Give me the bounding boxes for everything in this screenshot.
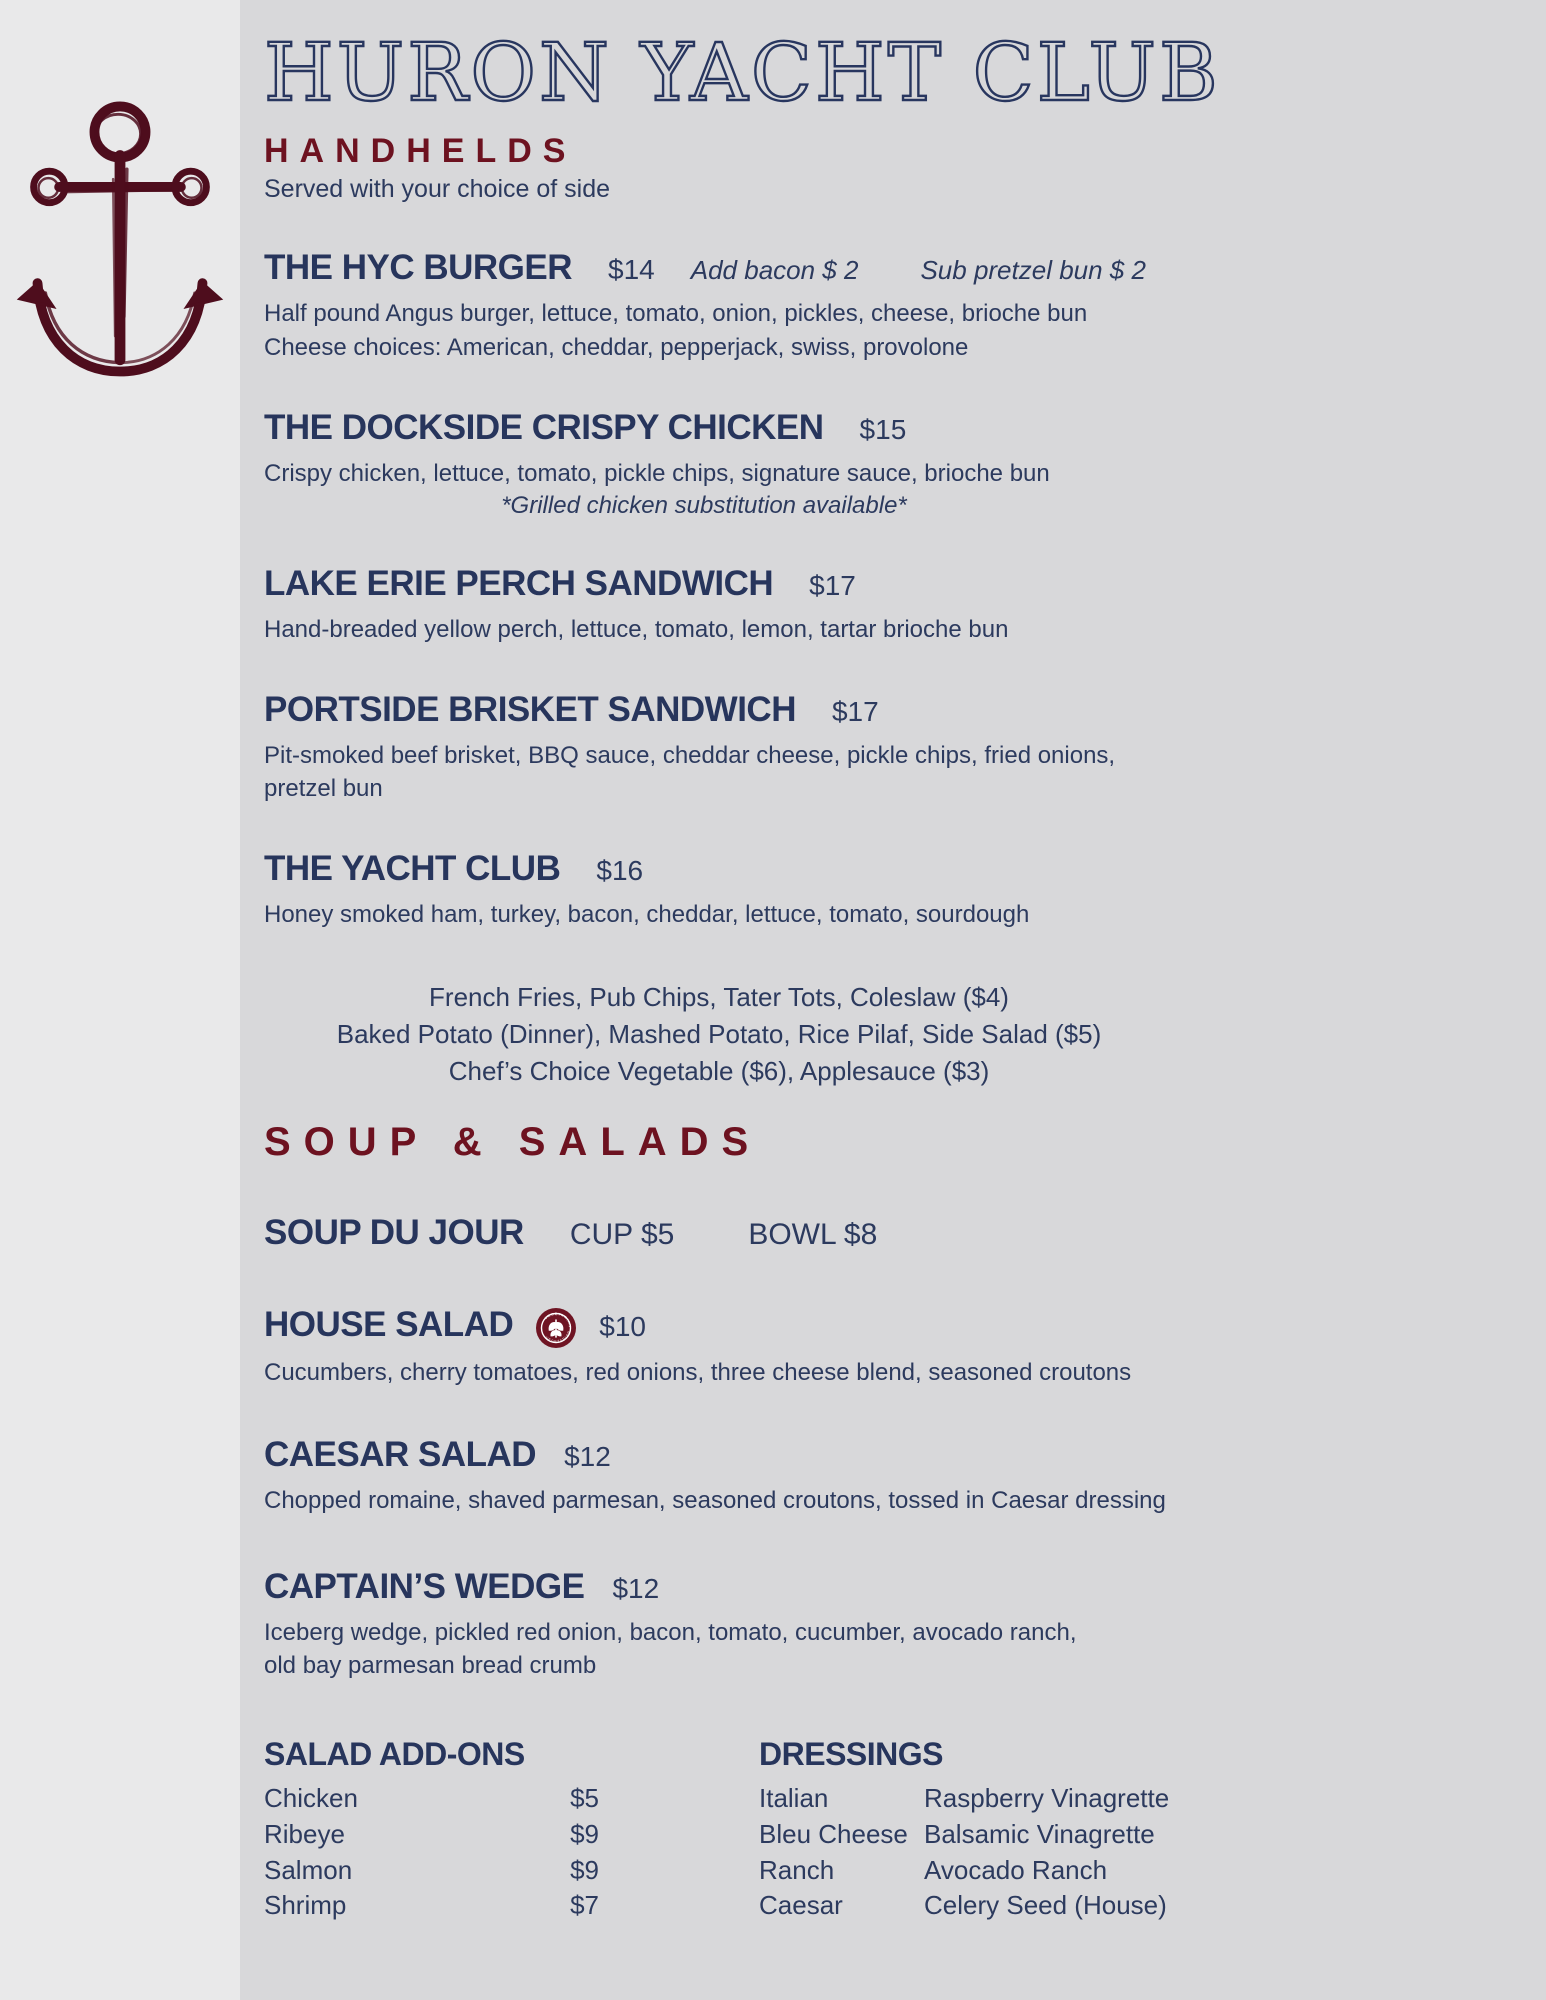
- section-heading-handhelds: HANDHELDS: [264, 132, 577, 171]
- item-name: THE HYC BURGER: [264, 248, 573, 288]
- item-name: PORTSIDE BRISKET SANDWICH: [264, 689, 796, 729]
- item-name: HOUSE SALAD: [264, 1304, 514, 1344]
- dressing-name: Avocado Ranch: [924, 1854, 1108, 1885]
- item-name: CAESAR SALAD: [264, 1434, 537, 1474]
- dressing-row: [759, 1819, 1169, 1850]
- sides-line: Baked Potato (Dinner), Mashed Potato, Rice Pilaf, Side Salad ($5): [336, 1019, 1102, 1050]
- addon-price: $9: [570, 1854, 599, 1885]
- dressing-row: [759, 1783, 1169, 1814]
- menu-page: [240, 0, 1546, 2000]
- sides-line: French Fries, Pub Chips, Tater Tots, Coleslaw ($4): [429, 982, 1009, 1013]
- vegetarian-badge-icon: [535, 1307, 577, 1349]
- item-price: $14: [608, 254, 655, 286]
- page-title: HURON YACHT CLUB: [264, 26, 1221, 119]
- menu-item-caesar-salad: [264, 1435, 1506, 1517]
- addon-price: $7: [570, 1890, 599, 1921]
- sides-line: Chef’s Choice Vegetable ($6), Applesauce ($3): [448, 1055, 990, 1086]
- menu-item-hyc-burger: [264, 248, 1506, 363]
- item-description-line: Cheese choices: American, cheddar, pepperjack, swiss, provolone: [264, 333, 969, 361]
- addon-row: [264, 1783, 599, 1814]
- item-price: $12: [612, 1573, 660, 1605]
- addon-row: [264, 1819, 599, 1850]
- item-description-line: Iceberg wedge, pickled red onion, bacon, tomato, cucumber, avocado ranch,: [264, 1619, 1077, 1647]
- item-name: THE YACHT CLUB: [264, 849, 561, 889]
- menu-item-perch-sandwich: [264, 564, 1506, 646]
- item-description-line: Chopped romaine, shaved parmesan, seasoned croutons, tossed in Caesar dressing: [264, 1486, 1166, 1514]
- dressing-name: Caesar: [759, 1890, 843, 1921]
- svg-text:VEGETARIAN: VEGETARIAN: [544, 1311, 573, 1329]
- item-description-line: Honey smoked ham, turkey, bacon, cheddar, lettuce, tomato, sourdough: [264, 901, 1030, 929]
- soup-bowl-price: BOWL $8: [748, 1217, 878, 1251]
- left-sidebar: [0, 0, 240, 2000]
- bottom-columns: [264, 1736, 1506, 1921]
- section-subheading: Served with your choice of side: [264, 175, 611, 204]
- item-note-grilled-sub: *Grilled chicken substitution available*: [501, 491, 907, 519]
- dressing-name: Raspberry Vinagrette: [924, 1783, 1170, 1814]
- item-description-line: Pit-smoked beef brisket, BBQ sauce, cheddar cheese, pickle chips, fried onions,: [264, 741, 1116, 769]
- section-heading-soup-salads: SOUP & SALADS: [264, 1119, 762, 1164]
- item-price: $15: [859, 413, 907, 445]
- menu-item-soup-du-jour: [264, 1213, 1506, 1253]
- dressing-row: [759, 1855, 1169, 1886]
- item-name: CAPTAIN’S WEDGE: [264, 1567, 585, 1607]
- menu-item-brisket-sandwich: [264, 690, 1506, 805]
- dressing-name: Italian: [759, 1783, 829, 1814]
- addon-label: Salmon: [264, 1854, 353, 1885]
- dressing-row: [759, 1890, 1169, 1921]
- anchor-logo-icon: [12, 88, 228, 388]
- dressings-column: [759, 1736, 1169, 1921]
- addon-label: Ribeye: [264, 1818, 345, 1849]
- addon-price: $9: [570, 1818, 599, 1849]
- dressing-name: Celery Seed (House): [924, 1890, 1167, 1921]
- item-price: $12: [564, 1440, 611, 1472]
- item-description-line: pretzel bun: [264, 774, 383, 802]
- dressing-name: Ranch: [759, 1854, 835, 1885]
- salad-addons-column: [264, 1736, 759, 1921]
- item-description-line: Half pound Angus burger, lettuce, tomato, onion, pickles, cheese, brioche bun: [264, 300, 1088, 328]
- item-note-add-bacon: Add bacon $ 2: [690, 255, 859, 286]
- item-price: $17: [809, 569, 856, 601]
- item-price: $10: [599, 1310, 646, 1342]
- dressings-heading: DRESSINGS: [759, 1736, 943, 1773]
- item-note-sub-pretzel: Sub pretzel bun $ 2: [920, 255, 1146, 286]
- addon-row: [264, 1890, 599, 1921]
- dressing-name: Balsamic Vinagrette: [924, 1818, 1155, 1849]
- menu-item-yacht-club: [264, 849, 1506, 931]
- menu-item-captains-wedge: [264, 1567, 1506, 1682]
- addon-price: $5: [570, 1783, 599, 1814]
- item-price: $17: [831, 695, 879, 727]
- menu-item-dockside-chicken: [264, 408, 1506, 520]
- item-name: LAKE ERIE PERCH SANDWICH: [264, 563, 774, 603]
- addon-label: Chicken: [264, 1783, 358, 1814]
- item-description-line: Crispy chicken, lettuce, tomato, pickle chips, signature sauce, brioche bun: [264, 459, 1050, 487]
- addon-label: Shrimp: [264, 1890, 347, 1921]
- sides-list: [264, 979, 1174, 1090]
- item-price: $16: [596, 855, 644, 887]
- dressing-name: Bleu Cheese: [759, 1818, 908, 1849]
- item-name: THE DOCKSIDE CRISPY CHICKEN: [264, 407, 824, 447]
- item-description-line: Cucumbers, cherry tomatoes, red onions, three cheese blend, seasoned croutons: [264, 1358, 1132, 1386]
- menu-item-house-salad: [264, 1305, 1506, 1389]
- addons-heading: SALAD ADD-ONS: [264, 1736, 525, 1773]
- item-description-line: old bay parmesan bread crumb: [264, 1652, 597, 1680]
- item-description-line: Hand-breaded yellow perch, lettuce, tomato, lemon, tartar brioche bun: [264, 615, 1009, 643]
- svg-text:VEGETARIAN: VEGETARIAN: [544, 1329, 572, 1344]
- addon-row: [264, 1855, 599, 1886]
- item-name: SOUP DU JOUR: [264, 1212, 524, 1252]
- soup-cup-price: CUP $5: [569, 1217, 675, 1251]
